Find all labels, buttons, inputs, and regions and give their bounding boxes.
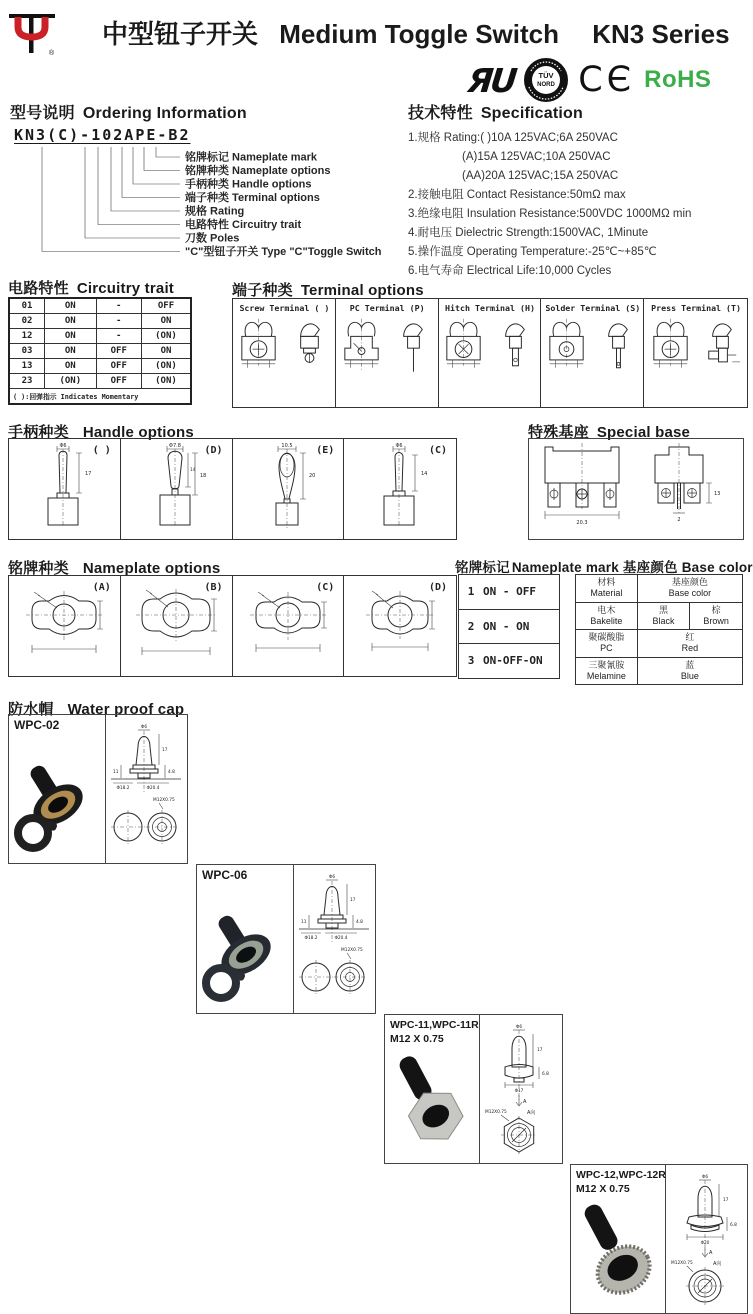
dim-label: Φ18.2 [116, 786, 130, 791]
cell-en: PC [600, 643, 613, 654]
dim-label: M12X0.75 [341, 948, 363, 953]
dim-label: Φ6 [701, 1175, 709, 1180]
terminal-label: Screw Terminal ( ) [239, 303, 330, 313]
terminal-drawing-screw [234, 315, 334, 397]
cell: ON [141, 314, 191, 329]
wpc-12-box [570, 1164, 748, 1314]
ordering-label-nameplate-mark: 铭牌标记 Nameplate mark [185, 151, 318, 164]
spec-line: 3.绝缘电阻 Insulation Resistance:500VDC 1000MΩ min [408, 208, 692, 220]
circuitry-title [8, 277, 174, 298]
terminals-table [232, 298, 748, 408]
ordering-label-nameplate-options: 铭牌种类 Nameplate options [185, 165, 331, 177]
terminal-label: Press Terminal (T) [651, 303, 742, 313]
ordering-label-type-c: "C"型钮子开关 Type "C"Toggle Switch [185, 246, 382, 258]
nm-title-cn: 铭牌标记 [455, 560, 510, 575]
nameplates-title-cn: 铭牌种类 [8, 560, 69, 577]
base-color-table [575, 574, 743, 685]
dim-label: 4.8 [168, 770, 175, 775]
handles-title-cn: 手柄种类 [8, 424, 69, 441]
wpc-02-photo [11, 733, 103, 861]
cell-cn: 基座颜色 [671, 577, 708, 587]
circuitry-table [8, 297, 192, 405]
circuitry-row [9, 298, 191, 314]
model-number: KN3(C)-102APE-B2 [14, 126, 191, 144]
nameplate-label: (A) [92, 582, 111, 593]
circuitry-title-en: Circuitry trait [76, 280, 175, 297]
handles-table [8, 438, 457, 540]
wpc-11-drawing [481, 1021, 560, 1161]
bc-title-en: Base color [681, 560, 753, 575]
nameplates-table [8, 575, 457, 677]
wpc-02-box [8, 714, 188, 864]
terminal-screw [233, 299, 336, 407]
cell: OFF [141, 298, 191, 314]
nameplate-label: (C) [316, 582, 335, 593]
cell: 02 [9, 314, 45, 329]
cell-cn: 三聚氰胺 [588, 659, 625, 670]
nameplate-a [9, 576, 121, 676]
ordering-label-circuitry: 电路特性 Circuitry trait [185, 219, 302, 231]
cell: OFF [96, 359, 141, 374]
cell [576, 630, 638, 658]
spec-line: 5.操作温度 Operating Temperature:-25℃~+85℃ [408, 246, 657, 258]
cell-cn: 蓝 [685, 659, 695, 670]
wpc-name-group [576, 1168, 666, 1196]
wpc-name: WPC-02 [14, 718, 60, 732]
nameplate-b [121, 576, 233, 676]
spec-line: 1.规格 Rating:( )10A 125VAC;6A 250VAC [408, 132, 618, 144]
specification-title [408, 100, 583, 123]
dim-label: Φ18.2 [304, 936, 318, 941]
spec-line: (A)15A 125VAC;10A 250VAC [462, 151, 611, 163]
divider [293, 865, 294, 1013]
cell [690, 602, 743, 630]
circuitry-row [9, 374, 191, 389]
specification-list [408, 129, 748, 281]
special-base-box [528, 438, 744, 540]
terminal-press [644, 299, 747, 407]
tuv-text-1: TÜV [538, 71, 554, 80]
cell: 13 [9, 359, 45, 374]
terminal-solder [541, 299, 644, 407]
cell: - [96, 298, 141, 314]
wpc-thread: M12 X 0.75 [390, 1033, 444, 1046]
cell [637, 602, 690, 630]
terminals-title-en: Terminal options [300, 282, 424, 299]
rohs-icon: RoHS [644, 66, 712, 93]
tuv-icon [523, 57, 569, 103]
handle-blank [9, 439, 121, 539]
spec-line: 4.耐电压 Dielectric Strength:1500VAC, 1Minute [408, 227, 649, 239]
certification-logos [465, 56, 712, 104]
dim-label: 6.8 [542, 1072, 549, 1077]
circuitry-title-cn: 电路特性 [8, 280, 69, 297]
dim-label: M12X0.75 [671, 1261, 693, 1266]
cell [576, 657, 638, 685]
base-color-header-row [576, 575, 743, 603]
cell-en: Melamine [586, 670, 626, 681]
cell: ON [45, 314, 96, 329]
special-base-drawing [529, 439, 741, 537]
dim-label: M12X0.75 [153, 798, 175, 803]
circuitry-row [9, 359, 191, 374]
mark-text: ON-OFF-ON [483, 654, 543, 668]
cell-en: Base color [668, 588, 712, 599]
handle-label: (D) [204, 445, 223, 456]
cell-cn: 棕 [711, 604, 721, 615]
dim-label: A [523, 1099, 527, 1105]
cell: (ON) [141, 329, 191, 344]
dim-label: 14 [421, 471, 428, 477]
terminal-hitch [439, 299, 542, 407]
wpc-name: WPC-11,WPC-11R [390, 1019, 479, 1031]
dim-label: 10.5 [281, 443, 293, 449]
cell: - [96, 314, 141, 329]
cell-cn: 聚碳酸脂 [588, 632, 625, 642]
nameplate-mark-row [459, 610, 559, 645]
cell: 03 [9, 344, 45, 359]
wpc-name: WPC-12,WPC-12R [576, 1169, 666, 1181]
page-title [102, 14, 730, 51]
nameplate-label: (D) [428, 582, 447, 593]
special-base-title-en: Special base [596, 424, 691, 441]
cell [576, 602, 638, 630]
mark-num: 1 [467, 585, 475, 599]
cell: 01 [9, 298, 45, 314]
wpc-11-photo [387, 1049, 477, 1161]
cell: ON [141, 344, 191, 359]
cell [637, 657, 742, 685]
handle-c [344, 439, 456, 539]
terminals-title-cn: 端子种类 [232, 282, 293, 299]
spec-line: 6.电气寿命 Electrical Life:10,000 Cycles [408, 265, 612, 277]
base-color-row [576, 602, 743, 630]
tuv-text-2: NORD [537, 82, 556, 88]
circuitry-note-row [9, 389, 191, 405]
spec-title-cn: 技术特性 [408, 105, 473, 122]
dim-label: 11 [113, 770, 119, 775]
cell: ON [45, 359, 96, 374]
waterproof-title-en: Water proof cap [67, 701, 185, 718]
cell-en: Black [652, 615, 675, 626]
page-title-en: Medium Toggle Switch [279, 19, 559, 49]
handles-title-en: Handle options [82, 424, 194, 441]
handle-d [121, 439, 233, 539]
cell-cn: 黑 [659, 604, 669, 615]
cell-cn: 材料 [597, 577, 616, 587]
nameplate-d [344, 576, 456, 676]
terminal-drawing-hitch [439, 315, 539, 397]
divider [479, 1015, 480, 1163]
spec-line: (AA)20A 125VAC;15A 250VAC [462, 170, 619, 182]
nameplate-c [233, 576, 345, 676]
page-title-cn: 中型钮子开关 [102, 19, 259, 49]
dim-label: Φ6 [395, 443, 403, 449]
wpc-11-box [384, 1014, 563, 1164]
bc-title-cn: 基座颜色 [622, 560, 678, 575]
cell [576, 575, 638, 603]
dim-label: 17 [162, 748, 168, 753]
cell: - [96, 329, 141, 344]
cell: ON [45, 344, 96, 359]
dim-label: 20.3 [576, 520, 588, 526]
cell-cn: 红 [685, 632, 695, 642]
page-title-series: KN3 Series [592, 19, 730, 49]
dim-label: 4.8 [356, 920, 363, 925]
dim-label: M12X0.75 [485, 1110, 507, 1115]
base-color-row [576, 630, 743, 658]
terminal-pc [336, 299, 439, 407]
cell: 23 [9, 374, 45, 389]
terminals-title [232, 279, 424, 300]
nameplate-mark-title [455, 556, 619, 576]
ordering-diagram [14, 147, 454, 263]
mark-num: 3 [467, 654, 475, 668]
cell-en: Bakelite [590, 615, 623, 626]
dim-label: 11 [301, 920, 307, 925]
divider [105, 715, 106, 863]
ce-icon: CЄ [578, 60, 636, 100]
nameplate-mark-row [459, 575, 559, 610]
dim-label: Φ6 [59, 443, 67, 449]
dim-label: 14 [190, 468, 196, 473]
wpc-thread: M12 X 0.75 [576, 1183, 630, 1196]
ordering-title [10, 100, 247, 123]
dim-label: Φ20 [700, 1241, 710, 1246]
dim-label: 18 [200, 473, 207, 479]
dim-label: 13 [714, 491, 721, 497]
cell: OFF [96, 344, 141, 359]
mark-num: 2 [467, 619, 475, 633]
cell-en: Brown [703, 615, 729, 626]
dim-label: A [709, 1250, 713, 1256]
cell [637, 630, 742, 658]
special-base-title-cn: 特殊基座 [528, 424, 589, 441]
dim-label: 20 [308, 473, 316, 479]
dim-label: 17 [85, 471, 92, 477]
ordering-label-poles: 刀数 Poles [185, 232, 240, 245]
circuitry-row [9, 344, 191, 359]
circuitry-row [9, 314, 191, 329]
dim-label: Φ20.4 [334, 936, 348, 941]
handle-label: (E) [316, 445, 335, 456]
cell-en: Material [590, 588, 623, 599]
nm-title-en: Nameplate mark [511, 560, 619, 575]
terminal-drawing-solder [542, 315, 642, 397]
base-color-row [576, 657, 743, 685]
cell-en: Blue [680, 670, 699, 681]
mark-basecolor-title-row [455, 556, 753, 576]
wpc-06-photo [199, 883, 291, 1011]
dim-label: 17 [537, 1048, 543, 1053]
base-color-title [623, 556, 753, 576]
cell: (ON) [45, 374, 96, 389]
terminal-label: Hitch Terminal (H) [445, 303, 535, 313]
wpc-12-photo [573, 1199, 663, 1311]
dim-label: Φ6 [328, 875, 336, 880]
dim-label: 6.8 [730, 1223, 737, 1228]
cell: ON [45, 329, 96, 344]
dim-label: Φ17 [514, 1089, 524, 1094]
ordering-label-rating: 规格 Rating [185, 205, 245, 218]
dim-label: Φ6 [140, 725, 148, 730]
cell: OFF [96, 374, 141, 389]
nameplate-mark-row [459, 644, 559, 678]
wpc-name-group [390, 1018, 479, 1046]
cell: (ON) [141, 359, 191, 374]
dim-label: Φ20.4 [146, 786, 160, 791]
waterproof-title-cn: 防水帽 [8, 701, 54, 718]
handle-label: (C) [428, 445, 447, 456]
brand-logo-icon [6, 4, 60, 58]
cell: 12 [9, 329, 45, 344]
cell-en: Red [681, 643, 699, 654]
handle-label: ( ) [92, 445, 111, 456]
mark-text: ON - ON [483, 619, 530, 633]
wpc-06-drawing [295, 871, 373, 1011]
cell: (ON) [141, 374, 191, 389]
spec-line: 2.接触电阻 Contact Resistance:50mΩ max [408, 189, 626, 201]
ul-icon: ЯU [465, 60, 517, 100]
wpc-02-drawing [107, 721, 185, 861]
circuitry-row [9, 329, 191, 344]
dim-label: 17 [350, 898, 356, 903]
cell: ON [45, 298, 96, 314]
nameplate-label: (B) [204, 582, 223, 593]
dim-label: 17 [723, 1198, 729, 1203]
svg-text:®: ® [49, 50, 55, 57]
nameplate-mark-table [458, 574, 560, 679]
dim-label: Φ7.8 [169, 443, 182, 449]
wpc-06-box [196, 864, 376, 1014]
dim-label: Φ6 [515, 1025, 523, 1030]
cell [637, 575, 742, 603]
ordering-label-terminal-options: 端子种类 Terminal options [185, 192, 320, 204]
wpc-12-drawing [667, 1171, 746, 1311]
ordering-title-cn: 型号说明 [10, 105, 75, 122]
ordering-title-en: Ordering Information [82, 105, 247, 122]
cell-cn: 电木 [597, 604, 616, 615]
mark-text: ON - OFF [483, 585, 536, 599]
nameplates-title-en: Nameplate options [82, 560, 221, 577]
terminal-drawing-press [646, 315, 746, 397]
view-label: A向 [713, 1261, 722, 1267]
terminal-drawing-pc [337, 315, 437, 397]
terminal-label: Solder Terminal (S) [545, 303, 641, 313]
spec-title-en: Specification [480, 105, 583, 122]
ordering-label-handle-options: 手柄种类 Handle options [185, 178, 312, 191]
wpc-name: WPC-06 [202, 868, 248, 882]
terminal-label: PC Terminal (P) [349, 303, 425, 313]
view-label: A向 [527, 1110, 536, 1116]
handle-e [233, 439, 345, 539]
circuitry-note: ( ):回弹指示 Indicates Momentary [9, 389, 191, 405]
dim-label: 2 [677, 517, 681, 523]
